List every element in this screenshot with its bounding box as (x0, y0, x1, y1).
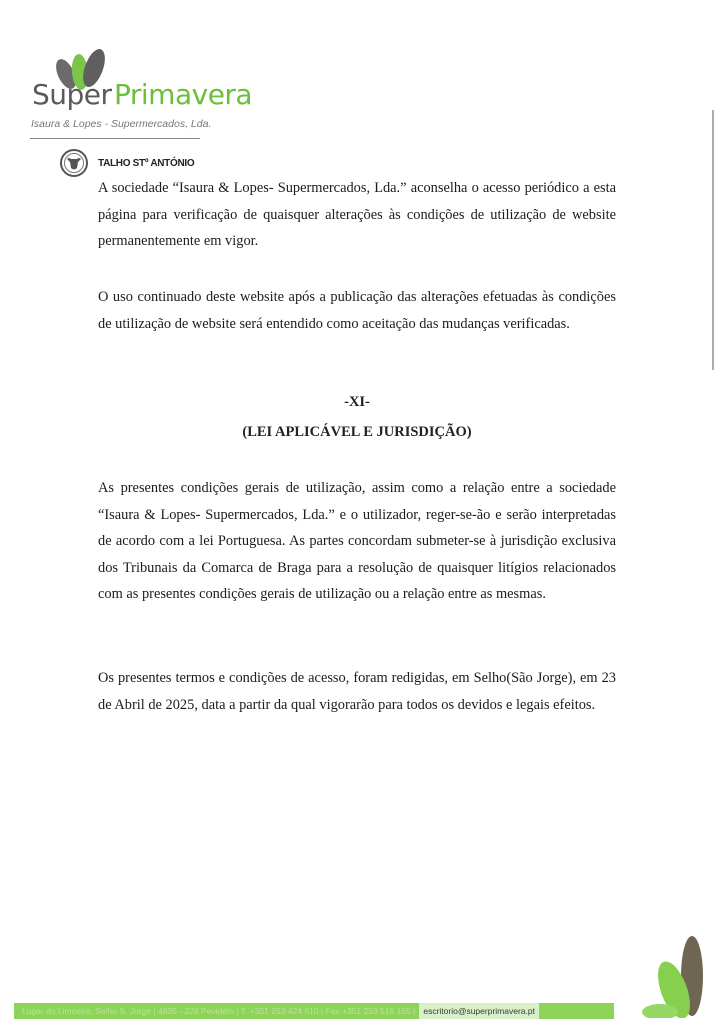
corner-leaves-icon (640, 918, 710, 1018)
paragraph-1: A sociedade “Isaura & Lopes- Supermercados, Lda.” aconselha o acesso periódico a esta página para verificação de quaisquer alterações às condições de utilização de website permanentemente em vigor. (98, 180, 616, 249)
paragraph-2: O uso continuado deste website após a publicação das alterações efetuadas às condições de utilização de website será entendido como aceitação das mudanças verificadas. (98, 289, 616, 332)
bull-seal-icon (60, 149, 88, 177)
footer-email[interactable]: escritorio@superprimavera.pt (419, 1003, 539, 1019)
talho-badge (60, 148, 194, 178)
header-divider (30, 138, 200, 139)
paragraph-4: Os presentes termos e condições de acesso, foram redigidas, em Selho(São Jorge), em 23 de Abril de 2025, data a partir da qual vigorarão para todos os devidos e legais efeitos. (98, 670, 616, 713)
paragraph-3: As presentes condições gerais de utilização, assim como a relação entre a sociedade “Isaura & Lopes- Supermercados, Lda.” e o utilizador, reger-se-ão e serão interpretadas de acordo com a lei Portuguesa. As partes concordam submeter-se à jurisdição exclusiva dos Tribunais da Comarca de Braga para a resolução de quaisquer litígios relacionados com as presentes condições gerais de utilização ou a relação entre as mesmas. (98, 480, 616, 602)
brand-super: Super (32, 78, 112, 111)
talho-label: TALHO STº ANTÓNIO (98, 157, 195, 169)
section-number: -XI- (344, 394, 370, 410)
scan-edge-line (712, 110, 714, 370)
brand-subtitle: Isaura & Lopes - Supermercados, Lda. (31, 118, 212, 130)
section-title: (LEI APLICÁVEL E JURISDIÇÃO) (242, 424, 472, 440)
brand-primavera: Primavera (114, 78, 253, 111)
footer-address: Lugar do Limoeiro, Selho S. Jorge | 4835 - 228 Pevidém | T. +351 253 424 610 | Fax +351 253 516 165 | (22, 1006, 416, 1016)
footer-bar (14, 1003, 614, 1019)
company-logo (28, 48, 253, 148)
